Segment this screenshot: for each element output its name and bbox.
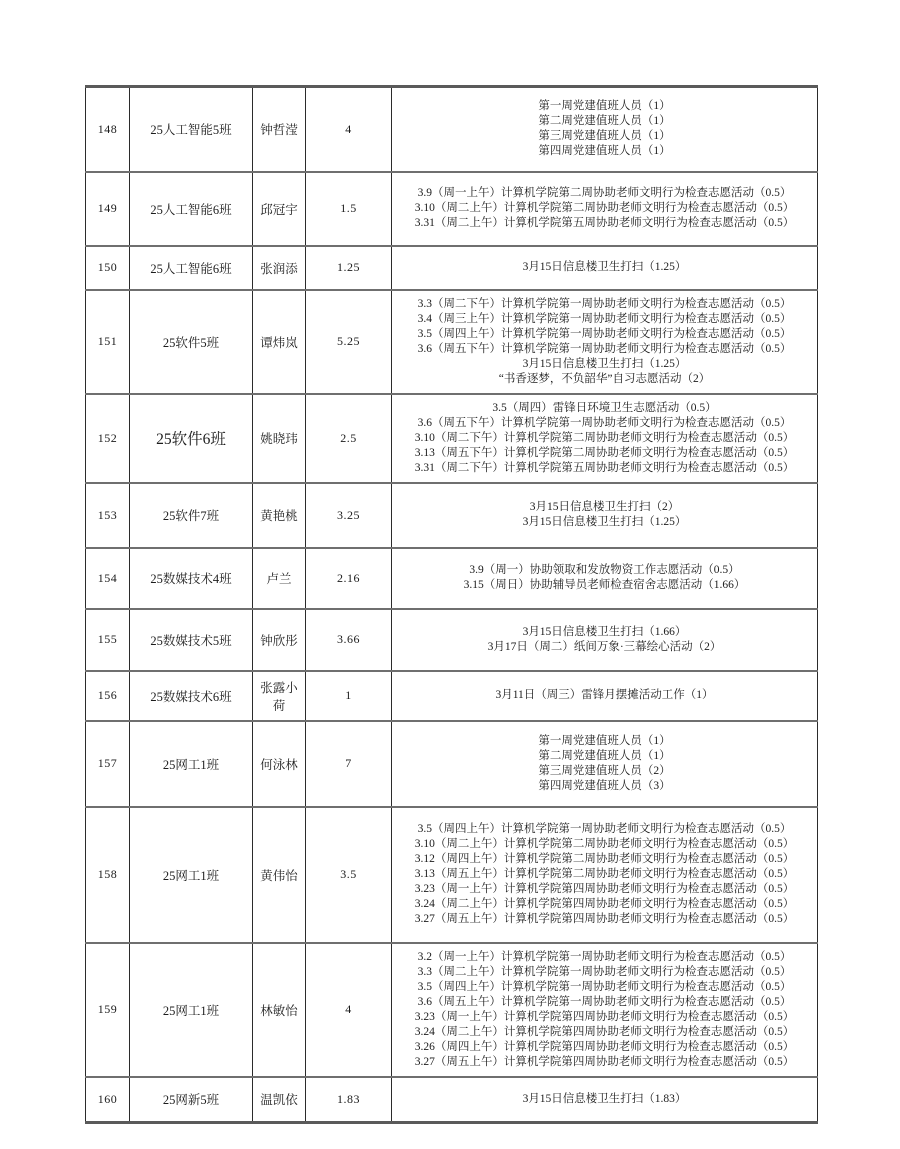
table-row	[86, 548, 818, 609]
table-row	[86, 671, 818, 721]
student-name-cell: 黄艳桃	[253, 483, 306, 548]
activity-line: 3.10（周二上午）计算机学院第二周协助老师文明行为检查志愿活动（0.5）	[414, 838, 795, 850]
student-name-cell: 邱冠宇	[253, 172, 306, 246]
activity-line: 3.3（周二下午）计算机学院第一周协助老师文明行为检查志愿活动（0.5）	[417, 297, 792, 310]
activity-line: 3.4（周三上午）计算机学院第一周协助老师文明行为检查志愿活动（0.5）	[417, 312, 792, 325]
activity-line: 3.24（周二上午）计算机学院第四周协助老师文明行为检查志愿活动（0.5）	[414, 898, 795, 910]
activities-cell	[392, 548, 818, 609]
activity-line: 3.23（周一上午）计算机学院第四周协助老师文明行为检查志愿活动（0.5）	[414, 1010, 795, 1023]
class-name-cell: 25人工智能6班	[130, 172, 253, 246]
activity-line: 3.5（周四上午）计算机学院第一周协助老师文明行为检查志愿活动（0.5）	[417, 327, 792, 340]
row-index-cell: 149	[86, 172, 130, 246]
activity-line: 第四周党建值班人员（1）	[538, 145, 671, 158]
table-row	[86, 290, 818, 394]
activity-line: 3月15日信息楼卫生打扫（2）	[529, 501, 680, 513]
student-name-cell: 何泳林	[253, 721, 306, 807]
activity-line: 第二周党建值班人员（1）	[538, 749, 671, 762]
row-index-cell: 159	[86, 943, 130, 1077]
activity-line: 3.2（周一上午）计算机学院第一周协助老师文明行为检查志愿活动（0.5）	[417, 950, 792, 963]
row-index-cell: 152	[86, 394, 130, 483]
activity-line: 3月15日信息楼卫生打扫（1.25）	[522, 357, 687, 370]
activity-line: 3.5（周四上午）计算机学院第一周协助老师文明行为检查志愿活动（0.5）	[417, 823, 792, 835]
activity-line: 3.10（周二下午）计算机学院第二周协助老师文明行为检查志愿活动（0.5）	[414, 431, 795, 444]
class-name-cell: 25数媒技术4班	[130, 548, 253, 609]
table-row	[86, 246, 818, 290]
table-row	[86, 1077, 818, 1123]
class-name-cell: 25网工1班	[130, 943, 253, 1077]
table-row	[86, 394, 818, 483]
student-name-cell: 卢兰	[253, 548, 306, 609]
row-index-cell: 157	[86, 721, 130, 807]
class-name-cell: 25软件6班	[130, 394, 253, 483]
activities-cell	[392, 721, 818, 807]
hours-cell: 4	[306, 87, 392, 172]
hours-cell: 1.25	[306, 246, 392, 290]
activities-cell	[392, 172, 818, 246]
activity-line: 3月15日信息楼卫生打扫（1.83）	[522, 1092, 687, 1105]
hours-cell: 3.5	[306, 807, 392, 943]
class-name-cell: 25数媒技术6班	[130, 671, 253, 721]
activity-line: 3.15（周日）协助辅导员老师检查宿舍志愿活动（1.66）	[463, 579, 746, 591]
hours-cell: 3.25	[306, 483, 392, 548]
row-index-cell: 160	[86, 1077, 130, 1123]
hours-cell: 1.5	[306, 172, 392, 246]
student-name-cell: 姚晓玮	[253, 394, 306, 483]
row-index-cell: 155	[86, 609, 130, 671]
activity-line: 3.12（周四上午）计算机学院第二周协助老师文明行为检查志愿活动（0.5）	[414, 853, 795, 865]
activity-line: “书香逐梦，不负韶华”自习志愿活动（2）	[498, 372, 711, 385]
hours-cell: 7	[306, 721, 392, 807]
activity-line: 3.24（周二上午）计算机学院第四周协助老师文明行为检查志愿活动（0.5）	[414, 1025, 795, 1038]
table-row	[86, 609, 818, 671]
hours-cell: 1	[306, 671, 392, 721]
class-name-cell: 25人工智能5班	[130, 87, 253, 172]
activity-line: 3.9（周一）协助领取和发放物资工作志愿活动（0.5）	[469, 564, 740, 576]
table-row	[86, 943, 818, 1077]
activities-cell	[392, 394, 818, 483]
activity-line: 第一周党建值班人员（1）	[538, 734, 671, 747]
student-name-cell: 黄伟怡	[253, 807, 306, 943]
activities-cell	[392, 943, 818, 1077]
hours-cell: 3.66	[306, 609, 392, 671]
activities-cell	[392, 609, 818, 671]
activity-line: 3月15日信息楼卫生打扫（1.66）	[522, 625, 687, 638]
activity-line: 3.23（周一上午）计算机学院第四周协助老师文明行为检查志愿活动（0.5）	[414, 883, 795, 895]
activity-line: 第四周党建值班人员（3）	[538, 779, 671, 792]
activity-line: 3.31（周二上午）计算机学院第五周协助老师文明行为检查志愿活动（0.5）	[414, 217, 795, 229]
activity-line: 3.6（周五下午）计算机学院第一周协助老师文明行为检查志愿活动（0.5）	[417, 416, 792, 429]
table-row	[86, 483, 818, 548]
activity-line: 3月15日信息楼卫生打扫（1.25）	[522, 261, 687, 273]
activity-line: 3.26（周四上午）计算机学院第四周协助老师文明行为检查志愿活动（0.5）	[414, 1040, 795, 1053]
activity-line: 3.13（周五上午）计算机学院第二周协助老师文明行为检查志愿活动（0.5）	[414, 868, 795, 880]
activity-line: 3.27（周五上午）计算机学院第四周协助老师文明行为检查志愿活动（0.5）	[414, 1055, 795, 1068]
activity-line: 3.9（周一上午）计算机学院第二周协助老师文明行为检查志愿活动（0.5）	[417, 187, 792, 199]
activity-line: 3.27（周五上午）计算机学院第四周协助老师文明行为检查志愿活动（0.5）	[414, 913, 795, 925]
hours-cell: 4	[306, 943, 392, 1077]
class-name-cell: 25人工智能6班	[130, 246, 253, 290]
class-name-cell: 25数媒技术5班	[130, 609, 253, 671]
table-row	[86, 87, 818, 172]
student-name-cell: 谭炜岚	[253, 290, 306, 394]
activity-line: 第二周党建值班人员（1）	[538, 115, 671, 128]
table-row	[86, 807, 818, 943]
row-index-cell: 156	[86, 671, 130, 721]
row-index-cell: 154	[86, 548, 130, 609]
class-name-cell: 25软件5班	[130, 290, 253, 394]
activity-line: 第三周党建值班人员（1）	[538, 130, 671, 143]
student-name-cell: 张润添	[253, 246, 306, 290]
student-name-cell: 温凯依	[253, 1077, 306, 1123]
volunteer-hours-table	[85, 85, 818, 1124]
activity-line: 第三周党建值班人员（2）	[538, 764, 671, 777]
activity-line: 3.6（周五下午）计算机学院第一周协助老师文明行为检查志愿活动（0.5）	[417, 342, 792, 355]
activity-line: 3.6（周五上午）计算机学院第一周协助老师文明行为检查志愿活动（0.5）	[417, 995, 792, 1008]
activity-line: 3.13（周五下午）计算机学院第二周协助老师文明行为检查志愿活动（0.5）	[414, 446, 795, 459]
activity-line: 3月17日（周二）纸间万象·三幕绘心活动（2）	[487, 640, 722, 653]
activities-cell	[392, 290, 818, 394]
activities-cell	[392, 1077, 818, 1123]
class-name-cell: 25软件7班	[130, 483, 253, 548]
hours-cell: 2.16	[306, 548, 392, 609]
activities-cell	[392, 87, 818, 172]
activity-line: 3.31（周二下午）计算机学院第五周协助老师文明行为检查志愿活动（0.5）	[414, 461, 795, 474]
class-name-cell: 25网新5班	[130, 1077, 253, 1123]
activities-cell	[392, 246, 818, 290]
activity-line: 3.3（周二上午）计算机学院第一周协助老师文明行为检查志愿活动（0.5）	[417, 965, 792, 978]
activity-line: 3.5（周四上午）计算机学院第一周协助老师文明行为检查志愿活动（0.5）	[417, 980, 792, 993]
table-row	[86, 721, 818, 807]
row-index-cell: 151	[86, 290, 130, 394]
row-index-cell: 153	[86, 483, 130, 548]
activity-line: 第一周党建值班人员（1）	[538, 100, 671, 113]
row-index-cell: 148	[86, 87, 130, 172]
row-index-cell: 158	[86, 807, 130, 943]
hours-cell: 1.83	[306, 1077, 392, 1123]
student-name-cell: 林敏怡	[253, 943, 306, 1077]
activities-cell	[392, 807, 818, 943]
student-name-cell: 张露小荷	[253, 671, 306, 721]
student-name-cell: 钟欣彤	[253, 609, 306, 671]
table-body	[86, 87, 818, 1123]
hours-cell: 5.25	[306, 290, 392, 394]
activity-line: 3月11日（周三）雷锋月摆摊活动工作（1）	[495, 689, 714, 701]
activities-cell	[392, 671, 818, 721]
activities-cell	[392, 483, 818, 548]
activity-line: 3月15日信息楼卫生打扫（1.25）	[522, 516, 687, 528]
activity-line: 3.5（周四）雷锋日环境卫生志愿活动（0.5）	[492, 401, 717, 414]
class-name-cell: 25网工1班	[130, 807, 253, 943]
student-name-cell: 钟哲滢	[253, 87, 306, 172]
row-index-cell: 150	[86, 246, 130, 290]
hours-cell: 2.5	[306, 394, 392, 483]
activity-line: 3.10（周二上午）计算机学院第二周协助老师文明行为检查志愿活动（0.5）	[414, 202, 795, 214]
class-name-cell: 25网工1班	[130, 721, 253, 807]
table-row	[86, 172, 818, 246]
